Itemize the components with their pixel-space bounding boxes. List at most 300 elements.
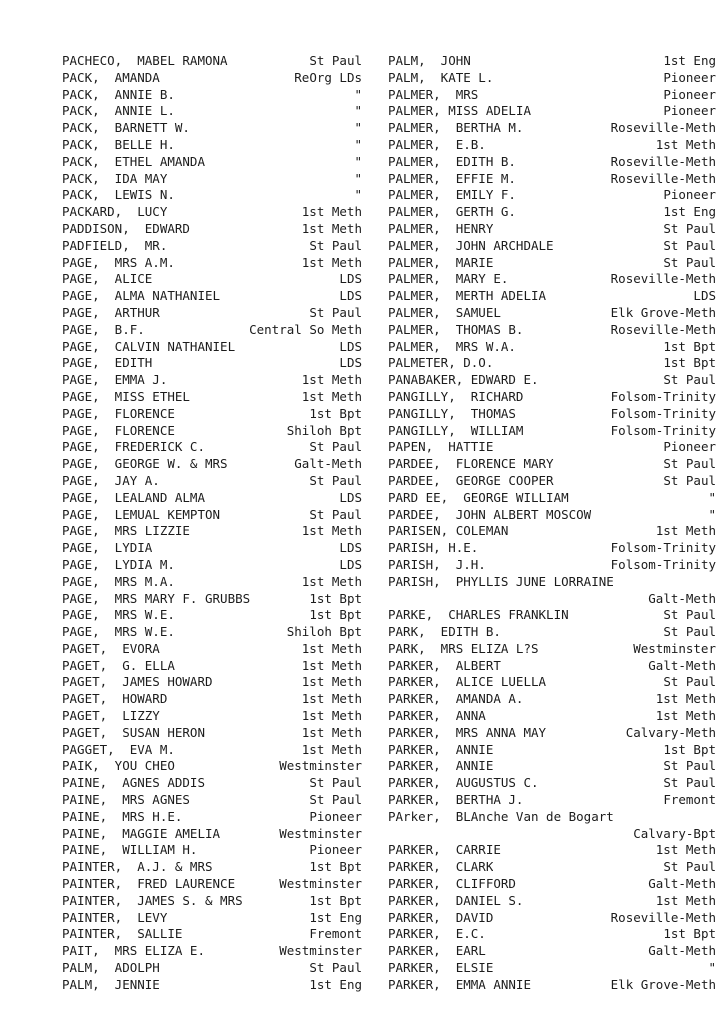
list-item <box>388 624 716 641</box>
list-item <box>62 658 362 675</box>
entry-church: 1st Meth <box>301 573 362 589</box>
entry-church: Pioneer <box>663 86 716 102</box>
entry-name: PACK, ETHEL AMANDA <box>62 153 205 169</box>
list-item <box>388 742 716 759</box>
entry-name: PACHECO, MABEL RAMONA <box>62 53 228 68</box>
entry-name: PAGET, SUSAN HERON <box>62 724 205 740</box>
list-item <box>388 557 716 574</box>
entry-church: Galt-Meth <box>294 456 362 472</box>
entry-church: St Paul <box>663 372 716 388</box>
entry-church: Galt-Meth <box>648 876 716 892</box>
entry-name: PALMER, MERTH ADELIA <box>388 288 547 304</box>
list-item <box>388 758 716 775</box>
entry-name: PAPEN, HATTIE <box>388 439 494 455</box>
entry-church: Pioneer <box>309 808 362 824</box>
list-item <box>62 255 362 272</box>
list-item <box>388 439 716 456</box>
entry-name: PARD EE, GEORGE WILLIAM <box>388 489 569 505</box>
list-item <box>62 423 362 440</box>
entry-name: PARKER, ANNA <box>388 708 486 724</box>
entry-name: PAINE, MRS AGNES <box>62 792 190 808</box>
entry-church: St Paul <box>663 456 716 472</box>
entry-name: PALMETER, D.O. <box>388 355 494 371</box>
list-item <box>388 507 716 524</box>
list-item <box>388 473 716 490</box>
entry-name: PALM, JENNIE <box>62 976 160 992</box>
entry-name: PARDEE, FLORENCE MARY <box>388 456 554 472</box>
list-item <box>388 977 716 994</box>
entry-church: LDS <box>339 288 362 304</box>
entry-church: 1st Meth <box>655 708 716 724</box>
entry-name: PAGGET, EVA M. <box>62 741 175 757</box>
list-item <box>62 120 362 137</box>
entry-church: Roseville-Meth <box>610 153 716 169</box>
entry-name: PARKER, AMANDA A. <box>388 691 524 707</box>
entry-church: St Paul <box>663 624 716 640</box>
list-item <box>388 187 716 204</box>
entry-church: 1st Meth <box>655 691 716 707</box>
list-item <box>388 456 716 473</box>
list-item <box>62 960 362 977</box>
entry-church: Roseville-Meth <box>610 321 716 337</box>
entry-name: PAINE, MAGGIE AMELIA <box>62 825 221 841</box>
list-item <box>388 490 716 507</box>
entry-name: PACK, IDA MAY <box>62 170 168 186</box>
entry-name: PAGE, LEALAND ALMA <box>62 489 205 505</box>
list-item <box>388 540 716 557</box>
list-item <box>388 171 716 188</box>
entry-name: PARISH, PHYLLIS JUNE LORRAINE <box>388 573 614 589</box>
entry-church: 1st Meth <box>301 724 362 740</box>
entry-church: " <box>708 960 716 976</box>
entry-church: Folsom-Trinity <box>610 556 716 572</box>
entry-name: PAINTER, LEVY <box>62 909 168 925</box>
list-item <box>388 305 716 322</box>
list-item <box>62 725 362 742</box>
list-item <box>388 842 716 859</box>
entry-name: PANGILLY, WILLIAM <box>388 422 524 438</box>
list-item <box>62 809 362 826</box>
list-item <box>62 355 362 372</box>
entry-name: PALMER, MRS W.A. <box>388 338 516 354</box>
entry-name: PArker, BLAnche Van de Bogart <box>388 808 614 824</box>
list-item <box>388 87 716 104</box>
entry-church: " <box>354 187 362 203</box>
list-item <box>62 204 362 221</box>
list-item <box>62 339 362 356</box>
list-item <box>62 607 362 624</box>
list-item <box>62 842 362 859</box>
entry-church: St Paul <box>309 53 362 68</box>
list-item <box>62 137 362 154</box>
list-item <box>62 943 362 960</box>
entry-church: 1st Meth <box>655 136 716 152</box>
entry-church: Elk Grove-Meth <box>610 304 716 320</box>
list-item <box>388 53 716 70</box>
entry-church: 1st Meth <box>301 254 362 270</box>
entry-name: PAINTER, SALLIE <box>62 926 183 942</box>
list-item <box>62 859 362 876</box>
entry-church: LDS <box>339 271 362 287</box>
entry-name: PAGE, MISS ETHEL <box>62 388 190 404</box>
entry-church: Roseville-Meth <box>610 909 716 925</box>
entry-church: " <box>354 120 362 136</box>
entry-church: Westminster <box>279 876 362 892</box>
list-item <box>388 255 716 272</box>
list-item <box>388 876 716 893</box>
list-item <box>388 658 716 675</box>
list-item <box>62 926 362 943</box>
entry-name: PARKER, MRS ANNA MAY <box>388 724 547 740</box>
list-item <box>62 910 362 927</box>
list-item <box>388 355 716 372</box>
entry-church: 1st Meth <box>301 523 362 539</box>
list-item <box>388 926 716 943</box>
entry-name: PARISH, J.H. <box>388 556 486 572</box>
list-item <box>388 137 716 154</box>
list-item <box>62 557 362 574</box>
entry-name: PAGE, LYDIA M. <box>62 556 175 572</box>
list-item <box>62 674 362 691</box>
list-item <box>62 893 362 910</box>
entry-name: PALMER, EDITH B. <box>388 153 516 169</box>
list-item <box>62 591 362 608</box>
entry-name: PARDEE, GEORGE COOPER <box>388 472 554 488</box>
list-item <box>62 775 362 792</box>
entry-name: PAINTER, FRED LAURENCE <box>62 876 236 892</box>
entry-church: 1st Meth <box>301 708 362 724</box>
entry-church: 1st Bpt <box>663 926 716 942</box>
entry-name: PAIK, YOU CHEO <box>62 758 175 774</box>
entry-church: 1st Meth <box>301 204 362 220</box>
list-item <box>388 322 716 339</box>
entry-name: PALMER, HENRY <box>388 220 494 236</box>
list-item <box>388 523 716 540</box>
entry-name: PAGE, ALICE <box>62 271 153 287</box>
entry-name: PARKER, ELSIE <box>388 960 494 976</box>
list-item <box>62 641 362 658</box>
list-item <box>388 725 716 742</box>
entry-name: PARKER, CARRIE <box>388 842 501 858</box>
list-item <box>62 456 362 473</box>
entry-church: Folsom-Trinity <box>610 422 716 438</box>
entry-church: 1st Meth <box>301 741 362 757</box>
list-item <box>62 187 362 204</box>
list-item <box>388 406 716 423</box>
entry-name: PAGE, CALVIN NATHANIEL <box>62 338 236 354</box>
entry-name: PALMER, MARIE <box>388 254 494 270</box>
list-item <box>388 708 716 725</box>
entry-name: PARKER, DANIEL S. <box>388 892 524 908</box>
list-item <box>62 238 362 255</box>
entry-church: Folsom-Trinity <box>610 405 716 421</box>
list-item <box>388 775 716 792</box>
entry-church: 1st Eng <box>663 204 716 220</box>
entry-name: PAINE, AGNES ADDIS <box>62 775 205 791</box>
list-item <box>388 960 716 977</box>
list-item <box>388 691 716 708</box>
entry-name: PARKER, ANNIE <box>388 758 494 774</box>
list-item <box>388 103 716 120</box>
list-item <box>62 758 362 775</box>
entry-name: PADDISON, EDWARD <box>62 220 190 236</box>
entry-name: PACK, BELLE H. <box>62 136 175 152</box>
entry-church: Shiloh Bpt <box>286 624 362 640</box>
entry-church: Westminster <box>279 825 362 841</box>
entry-name: PALM, JOHN <box>388 53 471 68</box>
entry-name: PARDEE, JOHN ALBERT MOSCOW <box>388 506 592 522</box>
entry-church: 1st Bpt <box>309 859 362 875</box>
list-item <box>388 674 716 691</box>
entry-name: PAGE, ALMA NATHANIEL <box>62 288 221 304</box>
entry-name: PAGE, EDITH <box>62 355 153 371</box>
entry-name: PARKER, EARL <box>388 943 486 959</box>
entry-name: PARKER, ANNIE <box>388 741 494 757</box>
list-item <box>62 708 362 725</box>
entry-name: PAGE, MRS LIZZIE <box>62 523 190 539</box>
entry-church: 1st Meth <box>301 657 362 673</box>
entry-name: PALMER, MRS <box>388 86 479 102</box>
entry-name: PALMER, E.B. <box>388 136 486 152</box>
entry-church: Galt-Meth <box>648 590 716 606</box>
list-item <box>388 574 716 591</box>
list-item <box>62 271 362 288</box>
left-column <box>62 53 362 994</box>
entry-name: PAGE, LYDIA <box>62 540 153 556</box>
entry-name: PARKER, CLIFFORD <box>388 876 516 892</box>
entry-church: Folsom-Trinity <box>610 540 716 556</box>
entry-name: PADFIELD, MR. <box>62 237 168 253</box>
entry-church: Westminster <box>279 758 362 774</box>
entry-name: PAGE, ARTHUR <box>62 304 160 320</box>
entry-church: St Paul <box>309 472 362 488</box>
entry-church: 1st Bpt <box>663 355 716 371</box>
entry-name: PAINTER, A.J. & MRS <box>62 859 213 875</box>
entry-church: 1st Meth <box>301 691 362 707</box>
entry-church: Fremont <box>663 792 716 808</box>
list-item <box>62 691 362 708</box>
entry-church: " <box>354 86 362 102</box>
entry-name: PAGE, FLORENCE <box>62 405 175 421</box>
entry-church: St Paul <box>309 775 362 791</box>
list-item <box>62 574 362 591</box>
entry-church: Pioneer <box>309 842 362 858</box>
list-item <box>62 53 362 70</box>
entry-church: St Paul <box>309 792 362 808</box>
entry-church: LDS <box>339 338 362 354</box>
entry-name: PARKER, AUGUSTUS C. <box>388 775 539 791</box>
entry-church: Pioneer <box>663 69 716 85</box>
list-item <box>62 523 362 540</box>
entry-church: Shiloh Bpt <box>286 422 362 438</box>
entry-church: St Paul <box>663 472 716 488</box>
entry-church: Pioneer <box>663 439 716 455</box>
list-item <box>62 742 362 759</box>
entry-name: PAGE, LEMUAL KEMPTON <box>62 506 221 522</box>
entry-church: St Paul <box>663 607 716 623</box>
entry-church: LDS <box>339 540 362 556</box>
entry-church: 1st Bpt <box>309 607 362 623</box>
entry-name: PAINE, WILLIAM H. <box>62 842 198 858</box>
right-column <box>388 53 716 994</box>
entry-church: " <box>354 170 362 186</box>
entry-name: PACK, ANNIE B. <box>62 86 175 102</box>
entry-church: Roseville-Meth <box>610 271 716 287</box>
list-item <box>62 70 362 87</box>
entry-church: St Paul <box>309 506 362 522</box>
list-item <box>62 221 362 238</box>
entry-church: St Paul <box>309 237 362 253</box>
entry-name: PARKER, ALBERT <box>388 657 501 673</box>
list-item <box>388 859 716 876</box>
entry-church: 1st Meth <box>301 372 362 388</box>
entry-name: PALMER, EFFIE M. <box>388 170 516 186</box>
entry-church: Calvary-Meth <box>625 724 716 740</box>
entry-church: Galt-Meth <box>648 657 716 673</box>
entry-name: PARISH, H.E. <box>388 540 479 556</box>
entry-church: St Paul <box>663 237 716 253</box>
entry-church: ReOrg LDs <box>294 69 362 85</box>
entry-church: " <box>708 489 716 505</box>
entry-church: Roseville-Meth <box>610 120 716 136</box>
list-item <box>388 238 716 255</box>
entry-church: Calvary-Bpt <box>633 825 716 841</box>
list-item <box>388 372 716 389</box>
entry-name: PAGE, FREDERICK C. <box>62 439 205 455</box>
list-item <box>62 305 362 322</box>
list-item <box>388 120 716 137</box>
entry-church: 1st Bpt <box>309 590 362 606</box>
list-item <box>62 154 362 171</box>
list-item <box>388 943 716 960</box>
list-item <box>388 591 716 608</box>
list-item <box>388 70 716 87</box>
entry-church: Pioneer <box>663 103 716 119</box>
entry-name: PACKARD, LUCY <box>62 204 168 220</box>
entry-church: LDS <box>339 556 362 572</box>
entry-church: " <box>354 136 362 152</box>
entry-name: PAGE, MRS W.E. <box>62 624 175 640</box>
entry-church: St Paul <box>663 775 716 791</box>
list-item <box>62 389 362 406</box>
entry-name: PANGILLY, THOMAS <box>388 405 516 421</box>
entry-church: 1st Eng <box>663 53 716 68</box>
entry-church: 1st Meth <box>655 892 716 908</box>
list-item <box>388 607 716 624</box>
list-item <box>62 876 362 893</box>
entry-name: PANABAKER, EDWARD E. <box>388 372 539 388</box>
entry-name: PAINE, MRS H.E. <box>62 808 183 824</box>
list-item <box>62 540 362 557</box>
list-item <box>62 406 362 423</box>
entry-name: PALMER, JOHN ARCHDALE <box>388 237 554 253</box>
entry-church: Galt-Meth <box>648 943 716 959</box>
entry-church: St Paul <box>663 859 716 875</box>
list-item <box>62 977 362 994</box>
entry-name: PARKER, DAVID <box>388 909 494 925</box>
entry-name: PALMER, THOMAS B. <box>388 321 524 337</box>
entry-church: 1st Bpt <box>309 892 362 908</box>
list-item <box>388 423 716 440</box>
entry-name: PAGE, MRS A.M. <box>62 254 175 270</box>
list-item <box>388 826 716 843</box>
entry-name: PARK, MRS ELIZA L?S <box>388 640 539 656</box>
entry-name: PAGE, GEORGE W. & MRS <box>62 456 228 472</box>
list-item <box>62 507 362 524</box>
entry-church: St Paul <box>663 254 716 270</box>
entry-name: PAGE, MRS W.E. <box>62 607 175 623</box>
entry-name: PAIT, MRS ELIZA E. <box>62 943 205 959</box>
entry-church: Fremont <box>309 926 362 942</box>
entry-church: 1st Meth <box>301 388 362 404</box>
list-item <box>388 154 716 171</box>
entry-name: PAINTER, JAMES S. & MRS <box>62 892 243 908</box>
list-item <box>388 221 716 238</box>
entry-church: Central So Meth <box>249 321 362 337</box>
entry-name: PARKER, E.C. <box>388 926 486 942</box>
entry-church: 1st Bpt <box>663 741 716 757</box>
entry-church: Pioneer <box>663 187 716 203</box>
list-item <box>388 339 716 356</box>
entry-name: PARISEN, COLEMAN <box>388 523 509 539</box>
entry-church: " <box>354 153 362 169</box>
list-item <box>62 473 362 490</box>
list-item <box>62 103 362 120</box>
entry-church: St Paul <box>663 758 716 774</box>
entry-church: 1st Bpt <box>309 405 362 421</box>
entry-church: LDS <box>339 489 362 505</box>
entry-church: " <box>354 103 362 119</box>
entry-name: PALM, KATE L. <box>388 69 494 85</box>
entry-name: PALMER, GERTH G. <box>388 204 516 220</box>
entry-church: " <box>708 506 716 522</box>
entry-name: PAGE, B.F. <box>62 321 145 337</box>
list-item <box>388 893 716 910</box>
list-item <box>62 792 362 809</box>
entry-name: PALMER, MARY E. <box>388 271 509 287</box>
entry-church: Roseville-Meth <box>610 170 716 186</box>
list-item <box>62 624 362 641</box>
list-item <box>388 271 716 288</box>
entry-church: St Paul <box>663 674 716 690</box>
entry-name: PARKER, ALICE LUELLA <box>388 674 547 690</box>
entry-church: 1st Meth <box>301 640 362 656</box>
entry-church: 1st Bpt <box>663 338 716 354</box>
entry-name: PACK, AMANDA <box>62 69 160 85</box>
entry-church: 1st Meth <box>301 220 362 236</box>
list-item <box>62 439 362 456</box>
entry-name: PAGET, LIZZY <box>62 708 160 724</box>
entry-name: PARKER, BERTHA J. <box>388 792 524 808</box>
entry-church: LDS <box>339 355 362 371</box>
list-item <box>388 809 716 826</box>
list-item <box>388 288 716 305</box>
entry-name: PAGE, JAY A. <box>62 472 160 488</box>
list-item <box>62 322 362 339</box>
entry-name: PARKER, CLARK <box>388 859 494 875</box>
list-item <box>388 204 716 221</box>
list-item <box>62 171 362 188</box>
list-item <box>388 910 716 927</box>
list-item <box>62 372 362 389</box>
entry-name: PARKER, EMMA ANNIE <box>388 976 531 992</box>
list-item <box>388 389 716 406</box>
entry-church: St Paul <box>663 220 716 236</box>
entry-name: PALMER, EMILY F. <box>388 187 516 203</box>
entry-name: PAGE, EMMA J. <box>62 372 168 388</box>
entry-name: PALMER, SAMUEL <box>388 304 501 320</box>
entry-name: PAGET, HOWARD <box>62 691 168 707</box>
